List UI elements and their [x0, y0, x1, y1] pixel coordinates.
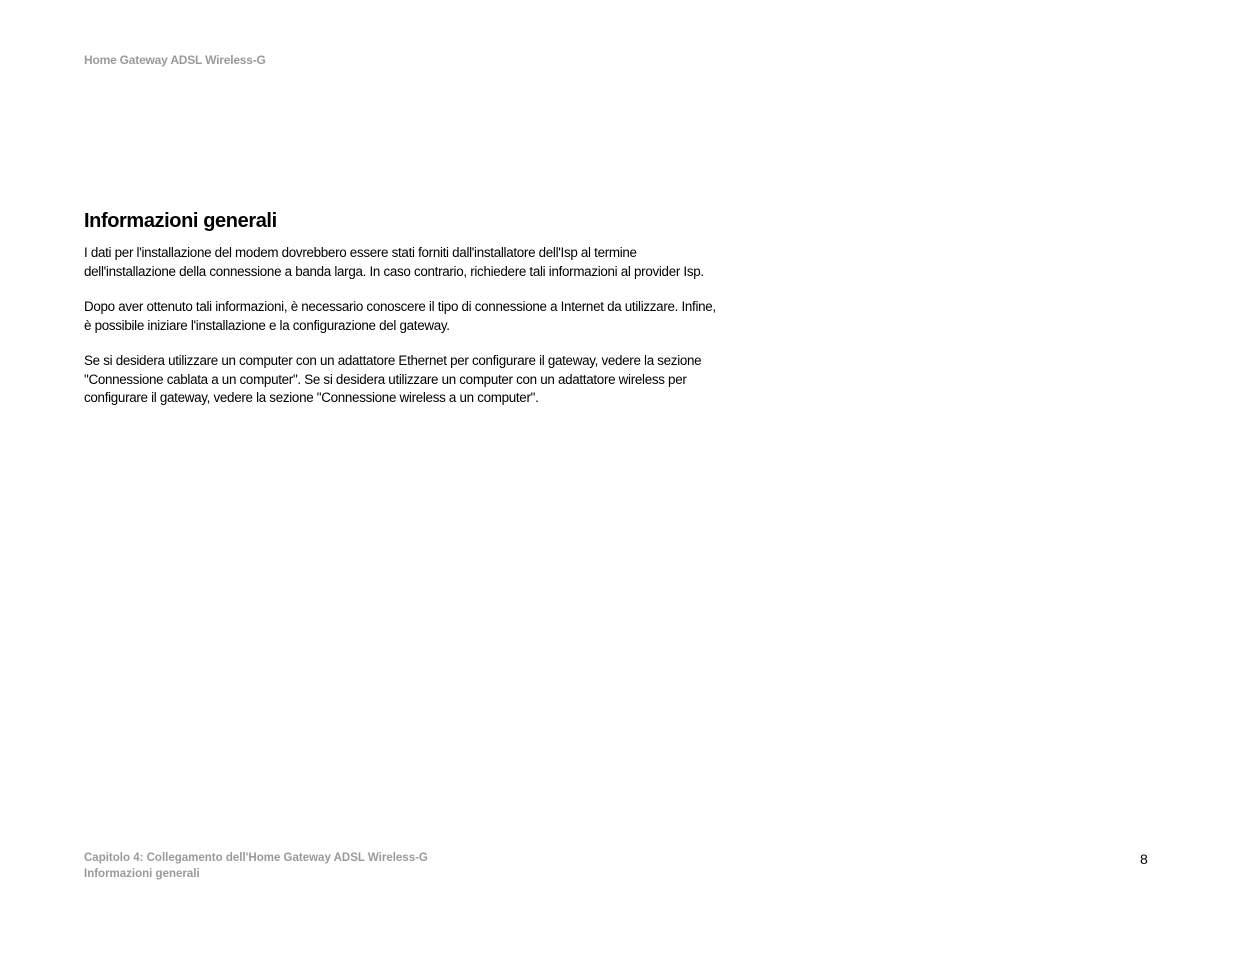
- paragraph-connection-type: Dopo aver ottenuto tali informazioni, è necessario conoscere il tipo di connessione a Internet da utilizzare. Infine, è possibile iniziare l'installazione e la configurazione del gateway.: [84, 299, 716, 333]
- paragraph-isp-info: I dati per l'installazione del modem dovrebbero essere stati forniti dall'installatore dell'Isp al termine dell'installazione della connessione a banda larga. In caso contrario, richiedere tali informazioni al provider Isp.: [84, 245, 704, 279]
- footer-section: Informazioni generali: [84, 868, 200, 880]
- paragraph-connection-options: Se si desidera utilizzare un computer con un adattatore Ethernet per configurare il gateway, vedere la sezione "Connessione cablata a un computer". Se si desidera utilizzare un computer con un adattatore wireless per configurare il gateway, vedere la sezione "Connessione wireless a un computer".: [84, 353, 702, 405]
- main-content: [84, 207, 774, 425]
- section-title: Informazioni generali: [84, 210, 277, 232]
- footer-running-title: [84, 850, 428, 882]
- footer-chapter: Capitolo 4: Collegamento dell'Home Gateway ADSL Wireless-G: [84, 852, 428, 864]
- running-header: Home Gateway ADSL Wireless-G: [84, 53, 266, 67]
- page-number: 8: [1140, 851, 1148, 867]
